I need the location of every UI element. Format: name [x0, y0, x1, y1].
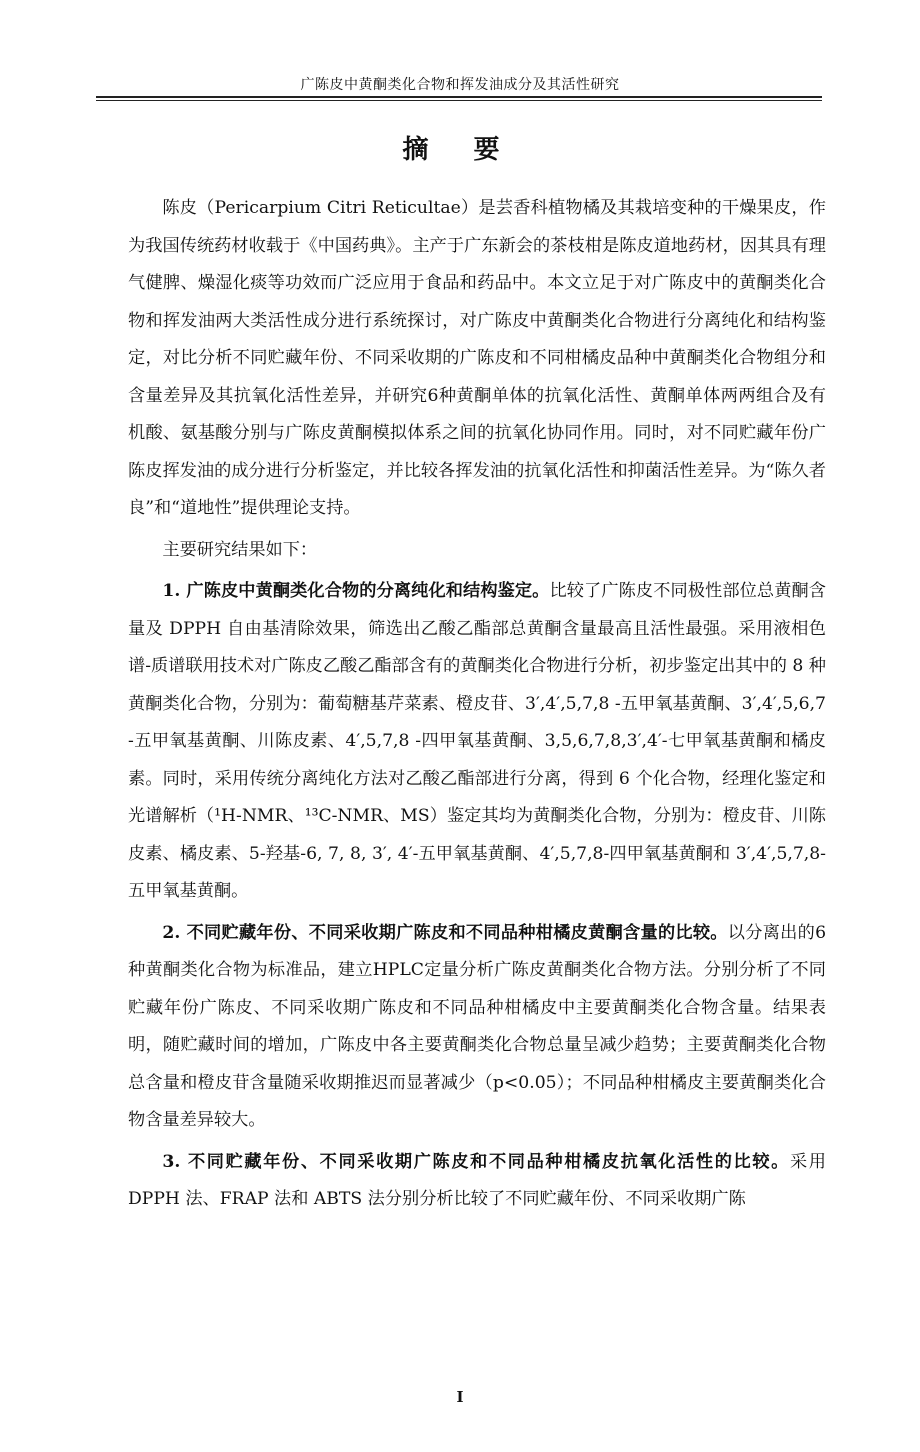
result-item-2-text: 以分离出的6种黄酮类化合物为标准品，建立HPLC定量分析广陈皮黄酮类化合物方法。分别分析了不同贮藏年份广陈皮、不同采收期广陈皮和不同品种柑橘皮中主要黄酮类化合物含量。结果表明，随贮藏时间的增加，广陈皮中各主要黄酮类化合物总量呈减少趋势；主要黄酮类化合物总含量和橙皮苷含量随采收期推迟而显著减少（p<0.05）；不同品种柑橘皮主要黄酮类化合物含量差异较大。: [128, 922, 827, 1130]
result-item-2-lead: 2. 不同贮藏年份、不同采收期广陈皮和不同品种柑橘皮黄酮含量的比较。: [162, 922, 728, 943]
result-item-3-lead: 3. 不同贮藏年份、不同采收期广陈皮和不同品种柑橘皮抗氧化活性的比较。: [162, 1151, 790, 1172]
header-rule: [96, 96, 822, 101]
result-item-1: [128, 573, 826, 911]
page-number: I: [456, 1388, 464, 1406]
abstract-body: [128, 190, 826, 1219]
result-item-2: [128, 915, 826, 1140]
results-heading: 主要研究结果如下：: [162, 539, 318, 560]
result-item-1-text: 比较了广陈皮不同极性部位总黄酮含量及 DPPH 自由基清除效果，筛选出乙酸乙酯部总黄酮含量最高且活性最强。采用液相色谱-质谱联用技术对广陈皮乙酸乙酯部含有的黄酮类化合物进行分析，初步鉴定出其中的 8 种黄酮类化合物，分别为：葡萄糖基芹菜素、橙皮苷、3′,4′,5,7,8 -五甲氧基黄酮、3′,4′,5,6,7 -五甲氧基黄酮、川陈皮素、4′,5,7,8 -四甲氧基黄酮、3,5,6,7,8,3′,4′-七甲氧基黄酮和橘皮素。同时，采用传统分离纯化方法对乙酸乙酯部进行分离，得到 6 个化合物，经理化鉴定和光谱解析（¹H-NMR、¹³C-NMR、MS）鉴定其均为黄酮类化合物，分别为：橙皮苷、川陈皮素、橘皮素、5-羟基-6, 7, 8, 3′, 4′-五甲氧基黄酮、4′,5,7,8-四甲氧基黄酮和 3′,4′,5,7,8-五甲氧基黄酮。: [128, 581, 826, 901]
abstract-intro-paragraph: 陈皮（Pericarpium Citri Reticultae）是芸香科植物橘及其栽培变种的干燥果皮，作为我国传统药材收载于《中国药典》。主产于广东新会的茶枝柑是陈皮道地药材，因其具有理气健脾、燥湿化痰等功效而广泛应用于食品和药品中。本文立足于对广陈皮中的黄酮类化合物和挥发油两大类活性成分进行系统探讨，对广陈皮中黄酮类化合物进行分离纯化和结构鉴定，对比分析不同贮藏年份、不同采收期的广陈皮和不同柑橘皮品种中黄酮类化合物组分和含量差异及其抗氧化活性差异，并研究6种黄酮单体的抗氧化活性、黄酮单体两两组合及有机酸、氨基酸分别与广陈皮黄酮模拟体系之间的抗氧化协同作用。同时，对不同贮藏年份广陈皮挥发油的成分进行分析鉴定，并比较各挥发油的抗氧化活性和抑菌活性差异。为“陈久者良”和“道地性”提供理论支持。: [128, 198, 826, 518]
result-item-3: [128, 1144, 826, 1219]
result-item-3-text: 采用 DPPH 法、FRAP 法和 ABTS 法分别分析比较了不同贮藏年份、不同采收期广陈: [128, 1151, 826, 1209]
abstract-title: 摘 要: [402, 135, 518, 165]
result-item-1-lead: 1. 广陈皮中黄酮类化合物的分离纯化和结构鉴定。: [162, 581, 550, 601]
running-header: 广陈皮中黄酮类化合物和挥发油成分及其活性研究: [300, 77, 620, 93]
